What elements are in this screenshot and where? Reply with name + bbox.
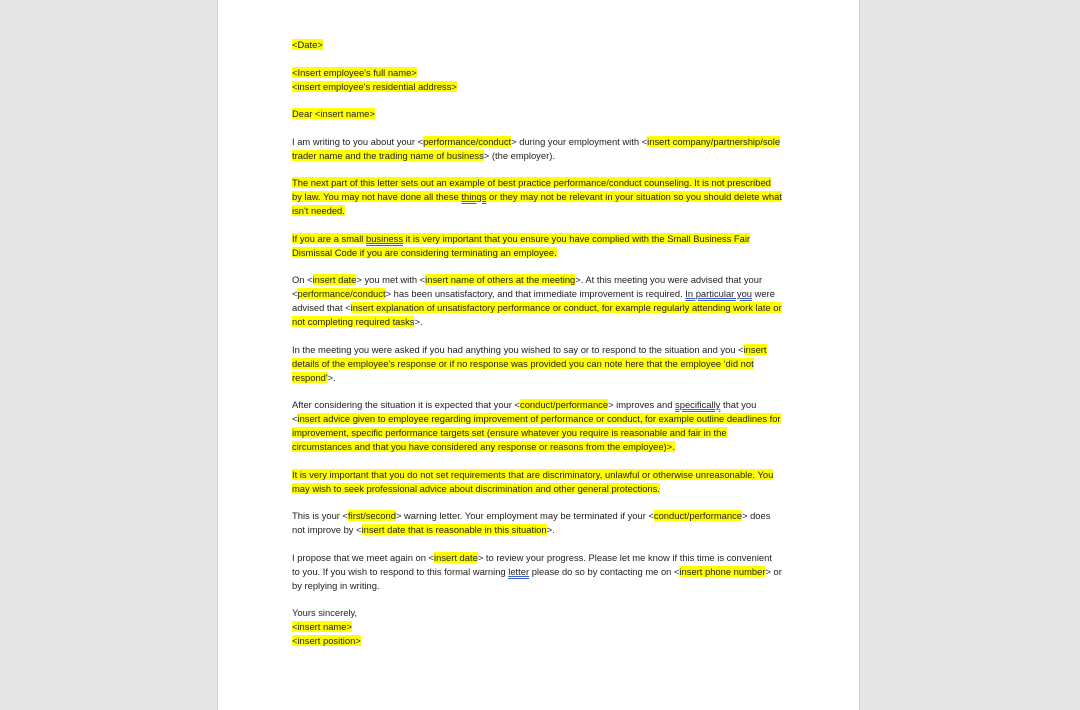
text-run: > does not improve by < <box>292 510 771 535</box>
text-run: In the meeting you were asked if you had anything you wished to say or to respond to the situation and you < <box>292 343 744 355</box>
paragraph-small-business-note <box>292 232 782 260</box>
text-run: > warning letter. Your employment may be terminated if your < <box>395 510 654 521</box>
closing-text: Yours sincerely, <box>292 607 358 618</box>
text-run: After considering the situation it is expected that your < <box>292 399 520 410</box>
placeholder-run: insert date <box>312 274 357 285</box>
text-run: that you < <box>292 399 757 424</box>
placeholder-run: >. <box>666 441 675 452</box>
text-run: I propose that we meet again on < <box>292 551 435 563</box>
text-run: >. At this meeting you were advised that your < <box>292 274 763 299</box>
paragraph-next-meeting <box>292 551 782 593</box>
text-run: > improves and <box>608 399 676 410</box>
text-run: > during your employment with < <box>511 135 648 147</box>
greeting-text: Dear <insert name> <box>292 108 375 119</box>
paragraph-warning <box>292 509 782 537</box>
placeholder-run: insert name of others at the meeting <box>425 274 576 285</box>
document-page[interactable] <box>217 0 860 710</box>
employee-address-placeholder: <insert employee's residential address> <box>292 80 457 92</box>
placeholder-run: If you are a small <box>292 232 366 244</box>
placeholder-run: first/second <box>348 510 396 521</box>
placeholder-run: The next part of this letter sets out an example of best practice performance/conduct counseling. It is not prescribed by law. You may not have done all these <box>292 177 771 202</box>
text-run: This is your < <box>292 510 349 521</box>
text-run: >. <box>546 524 555 535</box>
text-run: please do so by contacting me on < <box>529 565 680 577</box>
signer-position-placeholder: <insert position> <box>292 635 361 646</box>
placeholder-run: performance/conduct <box>423 135 512 147</box>
spellcheck-word[interactable]: business <box>366 232 404 244</box>
text-run: > to review your progress. Please let me know if this time is convenient to you. If you wish to respond to this formal warning <box>292 551 772 577</box>
text-run: On < <box>292 274 313 285</box>
placeholder-run: it is very important that you ensure you have complied with the Small Business Fair Dismissal Code if you are considering terminating an employee. <box>292 232 751 258</box>
text-run: >. <box>414 316 423 327</box>
signer-name-placeholder: <insert name> <box>292 621 352 632</box>
placeholder-run: conduct/performance <box>520 399 609 410</box>
placeholder-run: insert company/partnership/sole trader name and the trading name of business <box>292 135 781 161</box>
paragraph-discrimination-note <box>292 468 782 496</box>
paragraph-employee-response <box>292 343 782 385</box>
placeholder-run: insert details of the employee's response or if no response was provided you can note here that the employee 'did not respond' <box>292 343 767 383</box>
text-run: I am writing to you about your < <box>292 135 424 147</box>
signature-block <box>292 606 782 648</box>
date-line <box>292 38 782 52</box>
spellcheck-word[interactable]: things <box>461 191 487 202</box>
text-run: > you met with < <box>356 274 426 285</box>
text-run: >. <box>327 371 336 383</box>
placeholder-run: insert date that is reasonable in this situation <box>361 524 547 535</box>
spellcheck-word[interactable]: letter <box>508 565 530 577</box>
paragraph-meeting <box>292 273 782 329</box>
paragraph-expectations <box>292 398 782 454</box>
placeholder-run: insert phone number <box>679 565 766 577</box>
spellcheck-word[interactable]: specifically <box>675 399 721 410</box>
paragraph-best-practice-note <box>292 176 782 218</box>
date-placeholder: <Date> <box>292 39 323 50</box>
placeholder-run: insert advice given to employee regarding improvement of performance or conduct, for example outline deadlines for improvement, specific performance targets set (ensure whatever you require is reasonable and fair in the circumstances and that you have considered any response or reasons from the employee) <box>292 413 781 452</box>
text-run: were advised that < <box>292 288 775 313</box>
placeholder-run: performance/conduct <box>297 288 386 299</box>
placeholder-run: insert date <box>434 551 478 563</box>
placeholder-run: or they may not be relevant in your situation so you should delete what isn't needed. <box>292 191 782 216</box>
employee-name-placeholder: <Insert employee's full name> <box>292 66 417 78</box>
text-run: > (the employer). <box>483 149 555 161</box>
greeting <box>292 107 782 121</box>
text-run: > or by replying in writing. <box>292 565 782 591</box>
placeholder-run: It is very important that you do not set requirements that are discriminatory, unlawful or otherwise unreasonable. You may wish to seek professional advice about discrimination and other general protections. <box>292 468 774 494</box>
spellcheck-word[interactable]: In particular you <box>685 288 752 299</box>
text-run: > has been unsatisfactory, and that immediate improvement is required. <box>385 288 686 299</box>
placeholder-run: insert explanation of unsatisfactory performance or conduct, for example regularly attending work late or not completing required tasks <box>292 302 782 327</box>
letter-body[interactable] <box>292 38 782 648</box>
paragraph-intro <box>292 135 782 163</box>
placeholder-run: conduct/performance <box>653 510 742 521</box>
recipient-block <box>292 66 782 94</box>
